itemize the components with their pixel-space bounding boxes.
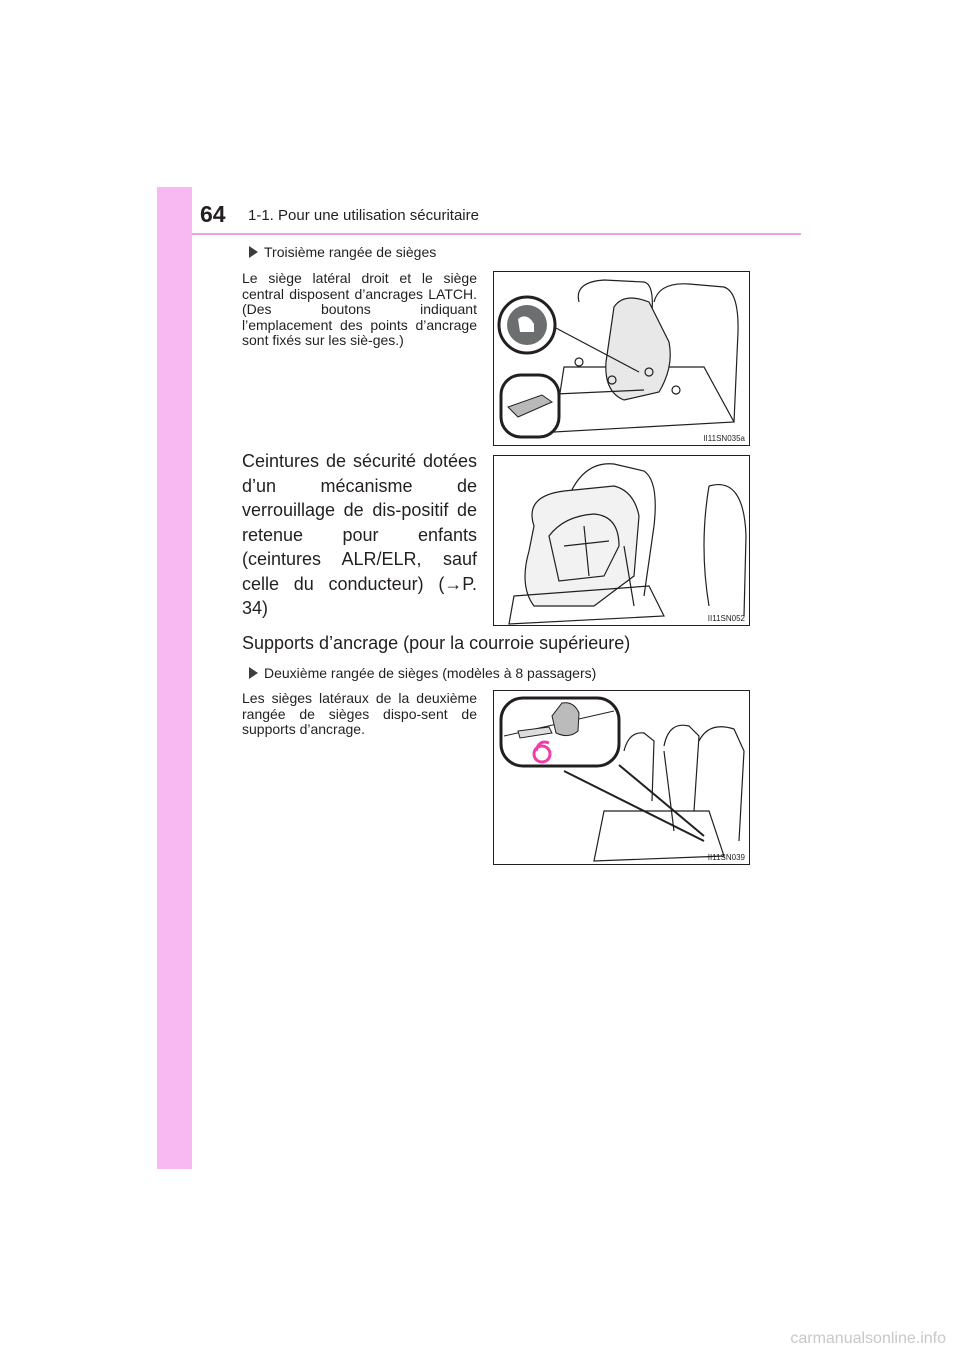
latch-anchors-illustration: [494, 272, 750, 446]
tether-anchor-illustration: [494, 691, 750, 865]
alr-elr-belts-description: Ceintures de sécurité dotées d’un mécanisme de verrouillage de dis-positif de retenue pour enfants (ceintures ALR/ELR, sauf celle du conducteur) (→P. 34): [242, 451, 477, 618]
subheading-text: Deuxième rangée de sièges (modèles à 8 passagers): [264, 665, 597, 681]
triangle-bullet-icon: [249, 667, 258, 679]
tether-anchor-title: Supports d’ancrage (pour la courroie supérieure): [242, 633, 631, 653]
chapter-tab: [157, 187, 192, 1169]
figure-tether-anchors: [493, 690, 750, 865]
figure-code: II11SN039: [707, 853, 745, 862]
subheading-third-row: [249, 244, 436, 260]
header-rule: [192, 233, 801, 235]
second-row-description: Les sièges latéraux de la deuxième rangée de sièges dispo-sent de supports d’ancrage.: [242, 690, 477, 738]
child-seat-illustration: [494, 456, 750, 626]
watermark: carmanualsonline.info: [790, 1330, 946, 1347]
figure-code: II11SN052: [707, 614, 745, 623]
triangle-bullet-icon: [249, 246, 258, 258]
page-number: 64: [200, 201, 226, 227]
subheading-second-row: [249, 665, 596, 681]
figure-child-seat-belt: [493, 455, 750, 626]
subheading-text: Troisième rangée de sièges: [264, 244, 437, 260]
section-title: 1-1. Pour une utilisation sécuritaire: [248, 207, 479, 224]
figure-code: II11SN035a: [703, 434, 745, 443]
third-row-description: Le siège latéral droit et le siège central disposent d’ancrages LATCH. (Des boutons indiquant l’emplacement des points d’ancrage sont fixés sur les siè-ges.): [242, 270, 477, 349]
figure-latch-anchors: [493, 271, 750, 446]
